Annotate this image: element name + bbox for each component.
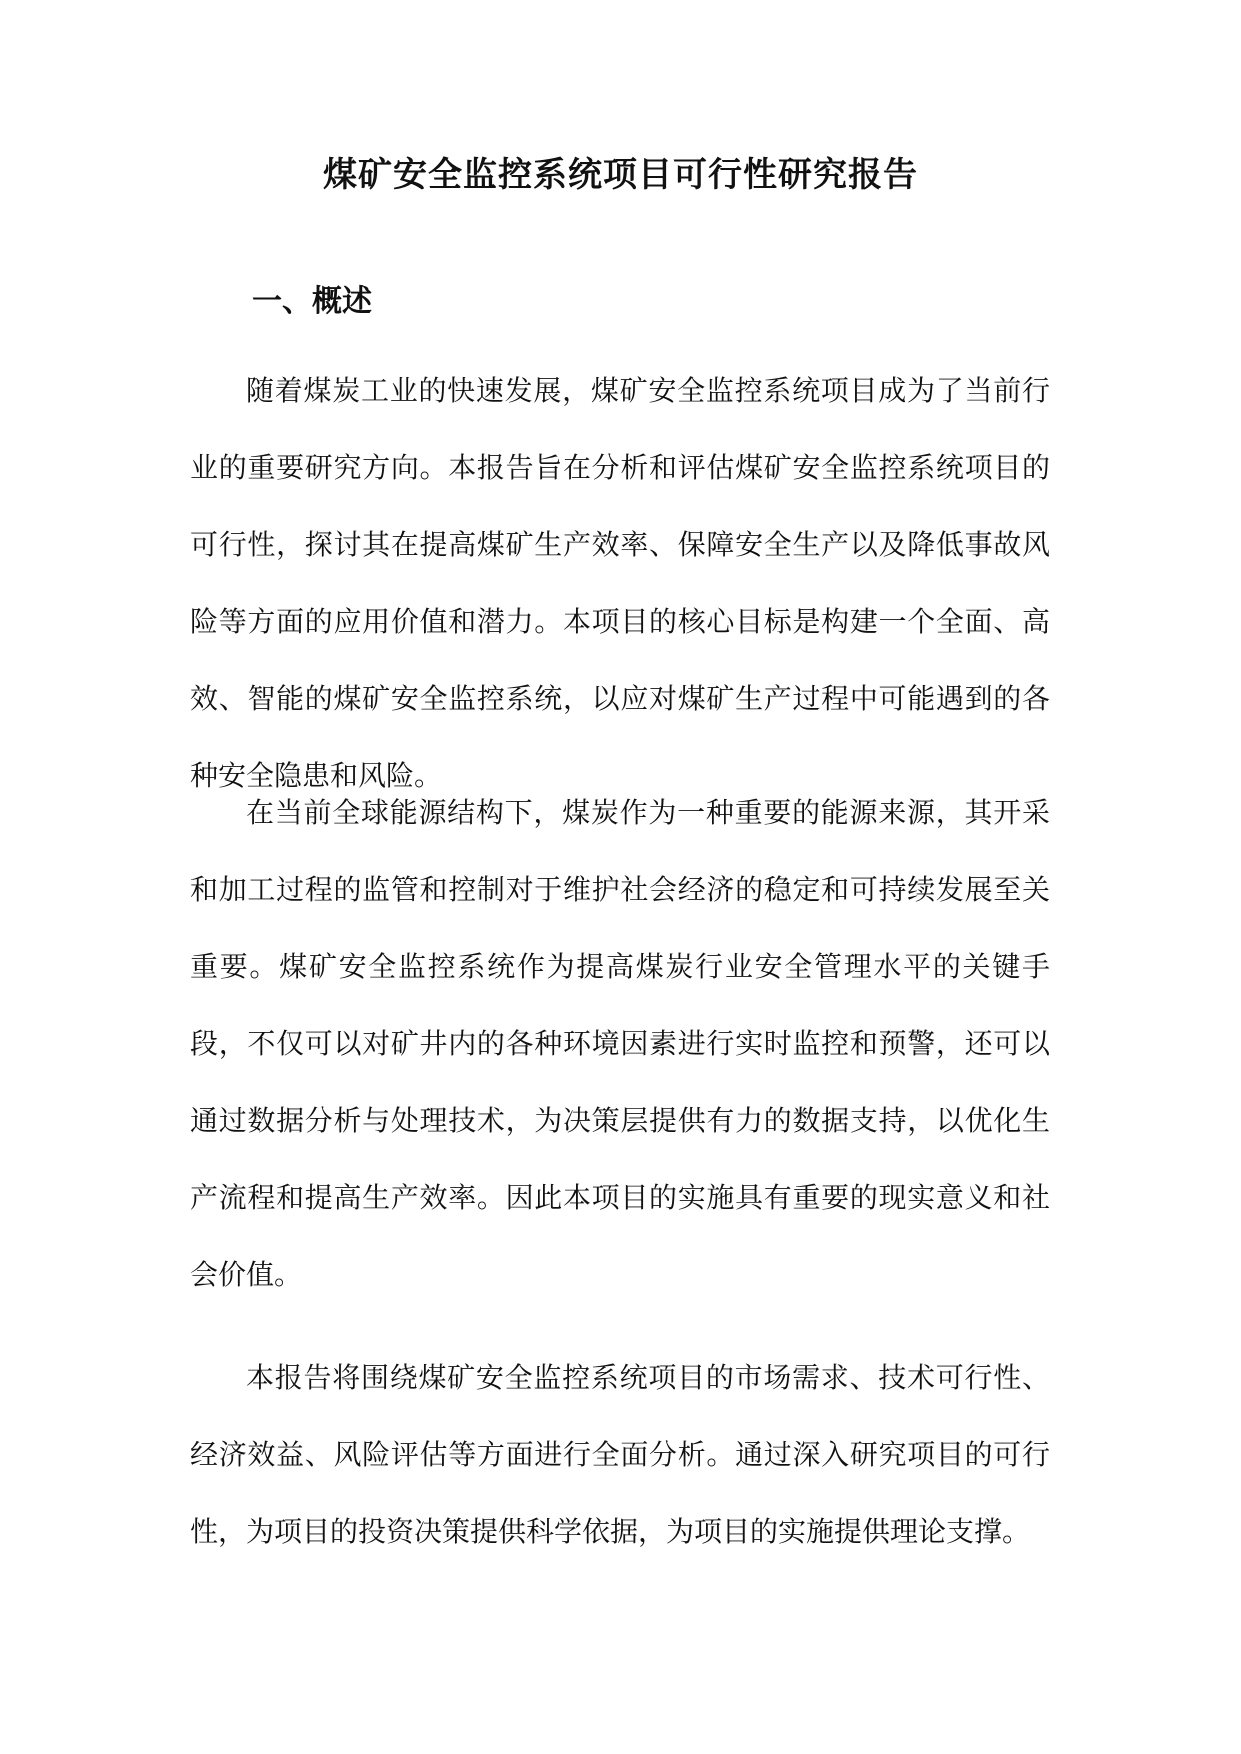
section-heading-overview: 一、概述 bbox=[252, 284, 372, 319]
paragraph-2: 在当前全球能源结构下，煤炭作为一种重要的能源来源，其开采和加工过程的监管和控制对于维护社会经济的稳定和可持续发展至关重要。煤矿安全监控系统作为提高煤炭行业安全管理水平的关键手段，不仅可以对矿井内的各种环境因素进行实时监控和预警，还可以通过数据分析与处理技术，为决策层提供有力的数据支持，以优化生产流程和提高生产效率。因此本项目的实施具有重要的现实意义和社会价值。 bbox=[190, 796, 1050, 1291]
document-title: 煤矿安全监控系统项目可行性研究报告 bbox=[323, 155, 918, 195]
paragraph-1: 随着煤炭工业的快速发展，煤矿安全监控系统项目成为了当前行业的重要研究方向。本报告旨在分析和评估煤矿安全监控系统项目的可行性，探讨其在提高煤矿生产效率、保障安全生产以及降低事故风险等方面的应用价值和潜力。本项目的核心目标是构建一个全面、高效、智能的煤矿安全监控系统，以应对煤矿生产过程中可能遇到的各种安全隐患和风险。 bbox=[190, 374, 1050, 792]
paragraph-3: 本报告将围绕煤矿安全监控系统项目的市场需求、技术可行性、经济效益、风险评估等方面进行全面分析。通过深入研究项目的可行性，为项目的投资决策提供科学依据，为项目的实施提供理论支撑。 bbox=[190, 1361, 1050, 1548]
